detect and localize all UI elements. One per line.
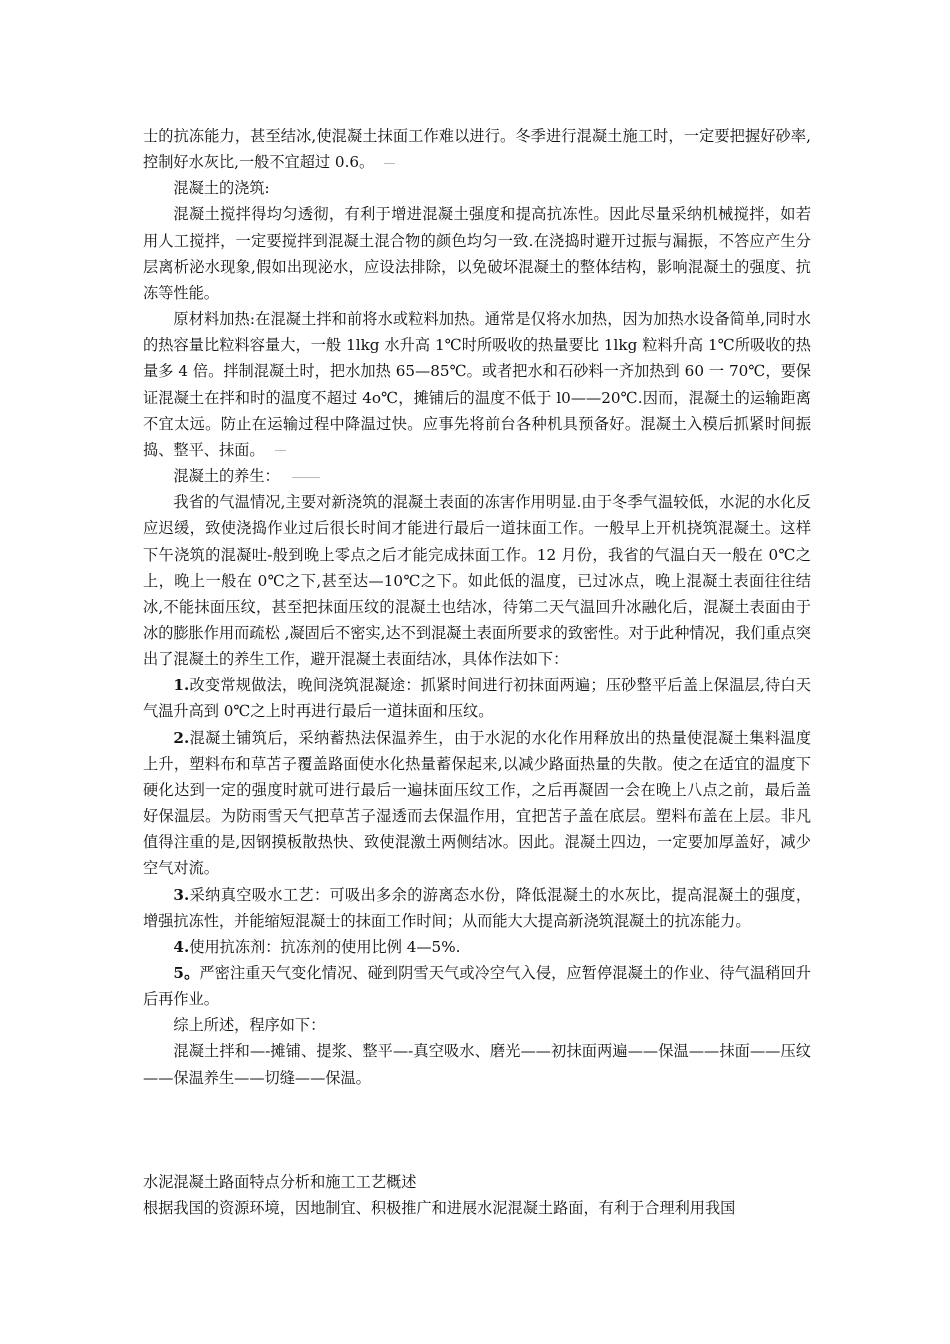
article-title: 水泥混凝土路面特点分析和施工工艺概述 bbox=[143, 1173, 417, 1191]
paragraph-mark bbox=[292, 477, 320, 478]
paragraph bbox=[143, 306, 811, 463]
paragraph: 综上所述，程序如下： bbox=[173, 1016, 326, 1035]
list-item bbox=[143, 934, 811, 960]
list-number: 5。 bbox=[173, 964, 200, 982]
list-number: 2. bbox=[173, 728, 190, 747]
paragraph: 混凝土拌和—-摊铺、提浆、整平—-真空吸水、磨光——初抹面两遍——保温——抹面——压纹——保温养生——切缝——保温。 bbox=[143, 1042, 811, 1087]
paragraph: 混凝土搅拌得均匀透彻，有利于增进混凝土强度和提高抗冻性。因此尽量采纳机械搅拌，如若用人工搅拌，一定要搅拌到混凝土混合物的颜色均匀一致.在浇捣时避开过振与漏振，不答应产生分层离析泌水现象,假如出现泌水，应设法排除，以免破坏混凝土的整体结构，影响混凝土的强度、抗冻等性能。 bbox=[143, 205, 811, 302]
paragraph: 我省的气温情况,主要对新浇筑的混凝土表面的冻害作用明显.由于冬季气温较低，水泥的水化反应迟缓，致使浇捣作业过后很长时间才能进行最后一道抹面工作。一般早上开机挠筑混凝土。这样下午浇筑的混凝吐-般到晚上零点之后才能完成抹面工作。12 月份，我省的气温白天一般在 0℃之上，晚上一般在 0℃之下,甚至达—10℃之下。如此低的温度，已过冰点，晚上混凝土表面往往结冰,不能抹面压纹，甚至把抹面压纹的混凝土也结冰，待第二天气温回升冰融化后，混凝土表面由于冰的膨胀作用而疏松 ,凝固后不密实,达不到混凝土表面所要求的致密性。对于此种情况，我们重点突出了混凝土的养生工作，避开混凝土表面结冰，具体作法如下： bbox=[143, 493, 811, 669]
paragraph-text: 士的抗冻能力，甚至结冰,使混凝土抹面工作难以进行。冬季进行混凝土施工时，一定要把握好砂率,控制好水灰比,一般不宜超过 0.6。 bbox=[143, 127, 811, 172]
list-text: 采纳真空吸水工艺：可吸出多余的游离态水份，降低混凝土的水灰比，提高混凝土的强度，增强抗冻性，并能缩短混凝士的抹面工作时间；从而能大大提高新浇筑混凝土的抗冻能力。 bbox=[143, 885, 811, 930]
paragraph bbox=[143, 123, 811, 175]
section-heading bbox=[143, 175, 811, 201]
list-text: 混凝土铺筑后，采纳蓄热法保温养生，由于水泥的水化作用释放出的热量使混凝土集料温度上升，塑料布和草苫子覆盖路面使水化热量蓄保起来,以减少路面热量的失散。使之在适宜的温度下硬化达到一定的强度时就可进行最后一遍抹面压纹工作，之后再凝固一会在晚上八点之前，最后盖好保温层。为防雨雪天气把草苫子湿透而去保温作用，宜把苫子盖在底层。塑料布盖在上层。非凡值得注重的是,因钢摸板散热快、致使混激土两侧结冰。因此。混凝土四边，一定要加厚盖好，减少空气对流。 bbox=[143, 728, 811, 878]
list-item bbox=[143, 882, 811, 934]
document-body bbox=[143, 123, 811, 1091]
paragraph-text: 原材料加热:在混凝土拌和前将水或粒料加热。通常是仅将水加热，因为加热水设备简单,同时水的热容量比粒料容量大，一般 1lkg 水升高 1℃时所吸收的热量要比 1lkg 粒料升高 1℃所吸收的热量多 4 倍。拌制混凝土时，把水加热 65—85℃。或者把水和石砂料一齐加热到 60 一 70℃，要保证混凝土在拌和时的温度不超过 4o℃，摊铺后的温度不低于 l0——20℃.因而，混凝土的运输距离不宜太远。防止在运输过程中降温过快。应事先将前台各种机具预备好。混凝土入模后抓紧时间振捣、整平、抹面。 bbox=[143, 310, 811, 459]
paragraph: 根据我国的资源环境，因地制宜、积极推广和进展水泥混凝土路面，有利于合理利用我国 bbox=[143, 1199, 736, 1218]
paragraph-mark bbox=[384, 163, 395, 164]
list-item bbox=[143, 672, 811, 724]
list-item bbox=[143, 960, 811, 1012]
list-number: 4. bbox=[173, 937, 190, 956]
section-heading-text: 混凝土的浇筑: bbox=[173, 179, 270, 198]
list-number: 1. bbox=[173, 676, 190, 695]
list-number: 3. bbox=[173, 885, 190, 904]
list-text: 改变常规做法，晚间浇筑混凝途：抓紧时间进行初抹面两遍；压砂整平后盖上保温层,待白天气温升高到 0℃之上时再进行最后一道抹面和压纹。 bbox=[143, 676, 811, 721]
next-article bbox=[143, 1169, 811, 1221]
list-text: 使用抗冻剂：抗冻剂的使用比例 4—5%. bbox=[189, 937, 461, 956]
list-item bbox=[143, 725, 811, 882]
paragraph-mark bbox=[275, 450, 286, 451]
section-heading-text: 混凝土的养生： bbox=[173, 467, 280, 486]
section-heading bbox=[143, 463, 811, 489]
list-text: 严密注重天气变化情况、碰到阴雪天气或冷空气入侵，应暂停混凝土的作业、待气温稍回升后再作业。 bbox=[143, 964, 811, 1009]
